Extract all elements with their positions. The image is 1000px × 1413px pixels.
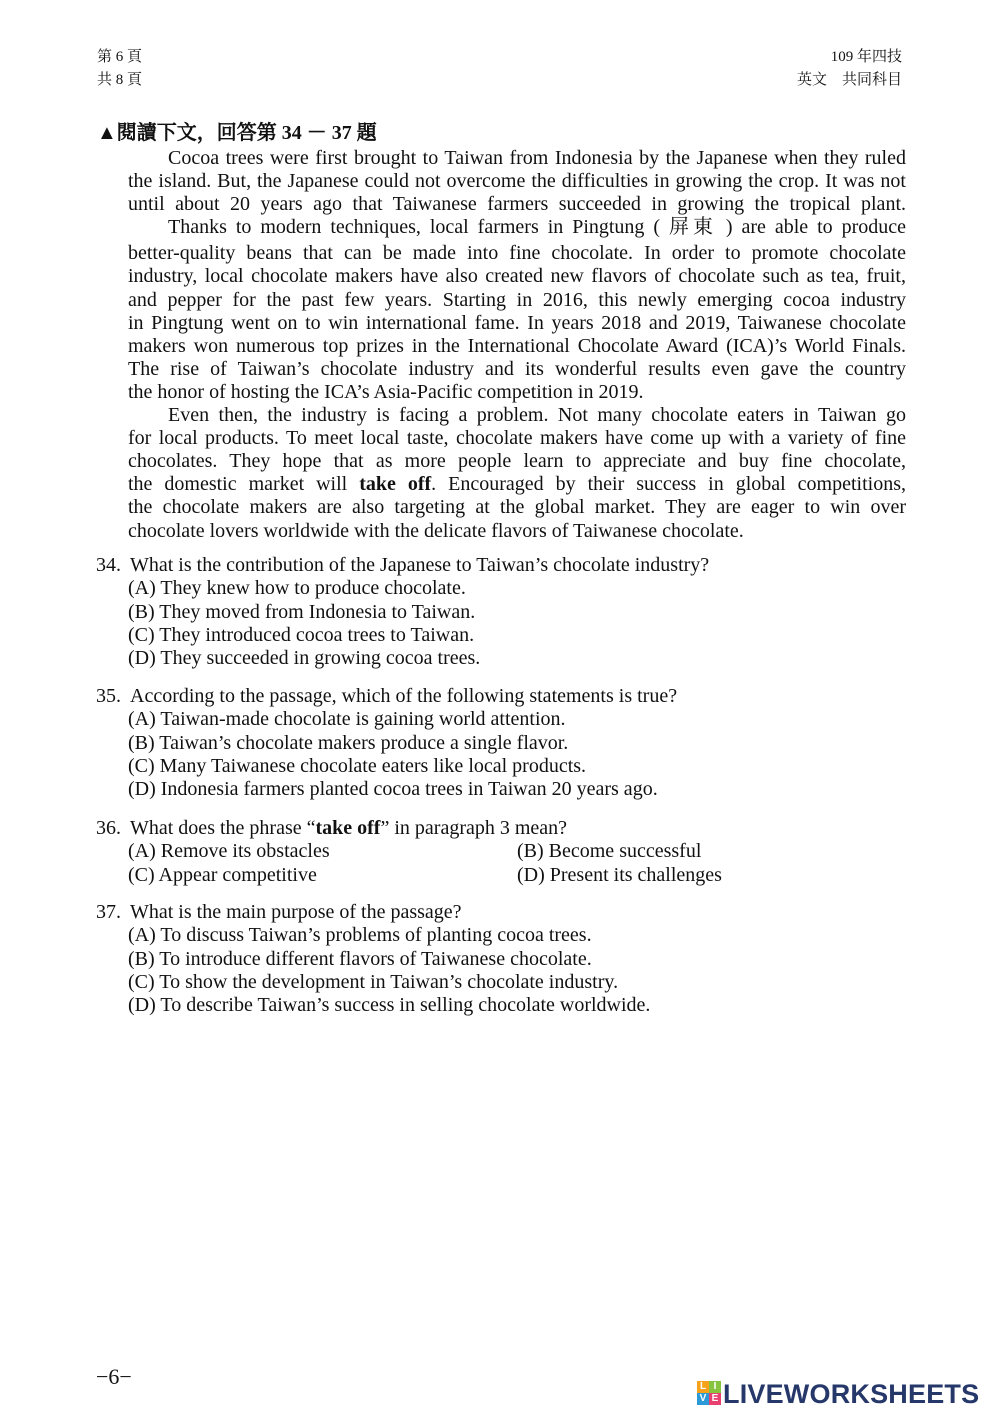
- question-stem: [96, 685, 896, 708]
- option-grid: [96, 840, 896, 887]
- key-phrase: take off: [315, 817, 381, 839]
- passage-line: better-quality beans that can be made into fine chocolate. In order to promote chocolate: [128, 242, 906, 265]
- logo-cell: E: [709, 1393, 721, 1405]
- option-a: (A) To discuss Taiwan’s problems of planting cocoa trees.: [128, 924, 592, 947]
- reading-passage: [128, 147, 906, 543]
- passage-line: Even then, the industry is facing a problem. Not many chocolate eaters in Taiwan go: [168, 404, 906, 427]
- option-b: (B) Taiwan’s chocolate makers produce a single flavor.: [128, 731, 569, 754]
- liveworksheets-logo-icon: [697, 1381, 721, 1405]
- option-d: (D) Present its challenges: [517, 863, 722, 886]
- line-text: the domestic market will: [128, 473, 360, 496]
- passage-line: Thanks to modern techniques, local farmers in Pingtung ( 屏東 ) are able to produce: [168, 216, 906, 239]
- exam-info: [797, 46, 902, 92]
- passage-line: the island. But, the Japanese could not overcome the difficulties in growing the crop. It was not: [128, 170, 906, 193]
- passage-line: until about 20 years ago that Taiwanese farmers succeeded in growing the tropical plant.: [128, 193, 906, 216]
- question-text: According to the passage, which of the following statements is true?: [130, 685, 678, 707]
- option-b: (B) To introduce different flavors of Taiwanese chocolate.: [128, 947, 592, 970]
- passage-line: the honor of hosting the ICA’s Asia-Pacific competition in 2019.: [128, 380, 644, 403]
- footer-page-label: −6−: [96, 1364, 132, 1389]
- option-c: (C) They introduced cocoa trees to Taiwan.: [128, 623, 475, 646]
- option-d: (D) They succeeded in growing cocoa trees.: [128, 647, 481, 670]
- option-c: (C) To show the development in Taiwan’s chocolate industry.: [128, 970, 619, 993]
- option-a: (A) They knew how to produce chocolate.: [128, 577, 466, 600]
- option-c: (C) Appear competitive: [128, 863, 317, 886]
- question-number: 36.: [96, 817, 121, 839]
- question-35: [96, 685, 896, 801]
- passage-line: for local products. To meet local taste, chocolate makers have come up with a variety of fine: [128, 427, 906, 450]
- question-36: [96, 817, 896, 887]
- exam-subject: 英文 共同科目: [796, 72, 902, 88]
- question-text: What is the contribution of the Japanese to Taiwan’s chocolate industry?: [130, 554, 710, 576]
- page-number: 第 6 頁: [97, 49, 143, 65]
- total-pages: 共 8 頁: [97, 72, 143, 88]
- passage-line: and pepper for the past few years. Starting in 2016, this newly emerging cocoa industry: [128, 288, 906, 311]
- line-text: . Encouraged by their success in global competitions,: [431, 473, 906, 496]
- option-c: (C) Many Taiwanese chocolate eaters like local products.: [128, 754, 587, 777]
- logo-cell: V: [697, 1393, 709, 1405]
- question-stem: [96, 901, 896, 924]
- passage-line: The rise of Taiwan’s chocolate industry and its wonderful results even gave the country: [128, 357, 906, 380]
- question-34: [96, 554, 896, 670]
- question-text: ” in paragraph 3 mean?: [380, 817, 568, 839]
- page-info: [97, 46, 142, 92]
- option-d: (D) To describe Taiwan’s success in selling chocolate worldwide.: [128, 994, 651, 1017]
- passage-line: industry, local chocolate makers have also created new flavors of chocolate such as tea, fruit,: [128, 265, 906, 288]
- passage-paragraph-2: [128, 216, 906, 404]
- option-b: (B) They moved from Indonesia to Taiwan.: [128, 600, 476, 623]
- passage-line: makers won numerous top prizes in the International Chocolate Award (ICA)’s World Finals.: [128, 334, 906, 357]
- passage-line: Cocoa trees were first brought to Taiwan from Indonesia by the Japanese when they ruled: [168, 147, 906, 169]
- question-text: What is the main purpose of the passage?: [130, 901, 462, 923]
- passage-line: chocolates. They hope that as more people learn to appreciate and buy fine chocolate,: [128, 450, 906, 473]
- logo-cell: I: [709, 1381, 721, 1393]
- question-stem: [96, 554, 896, 577]
- option-d: (D) Indonesia farmers planted cocoa trees in Taiwan 20 years ago.: [128, 778, 658, 801]
- question-text: What does the phrase “: [130, 817, 316, 839]
- option-a: (A) Taiwan-made chocolate is gaining world attention.: [128, 708, 566, 731]
- option-a: (A) Remove its obstacles: [128, 840, 330, 863]
- liveworksheets-logo-text: LIVEWORKSHEETS: [723, 1379, 980, 1409]
- question-37: [96, 901, 896, 1017]
- exam-title: 109 年四技: [830, 49, 902, 65]
- question-number: 34.: [96, 554, 121, 576]
- passage-line: the chocolate makers are also targeting at the global market. They are eager to win over: [128, 496, 906, 519]
- passage-line: in Pingtung went on to win international fame. In years 2018 and 2019, Taiwanese chocolate: [128, 311, 906, 334]
- key-phrase: take off: [359, 473, 432, 496]
- question-number: 37.: [96, 901, 121, 923]
- passage-line: [128, 473, 906, 496]
- question-number: 35.: [96, 685, 121, 707]
- passage-paragraph-1: [128, 147, 906, 216]
- passage-line: chocolate lovers worldwide with the delicate flavors of Taiwanese chocolate.: [128, 519, 744, 542]
- section-title: ▲閱讀下文，回答第 34 － 37 題: [97, 122, 377, 144]
- question-stem: [96, 817, 896, 840]
- option-b: (B) Become successful: [517, 840, 702, 863]
- logo-cell: L: [697, 1381, 709, 1393]
- passage-paragraph-3: [128, 404, 906, 543]
